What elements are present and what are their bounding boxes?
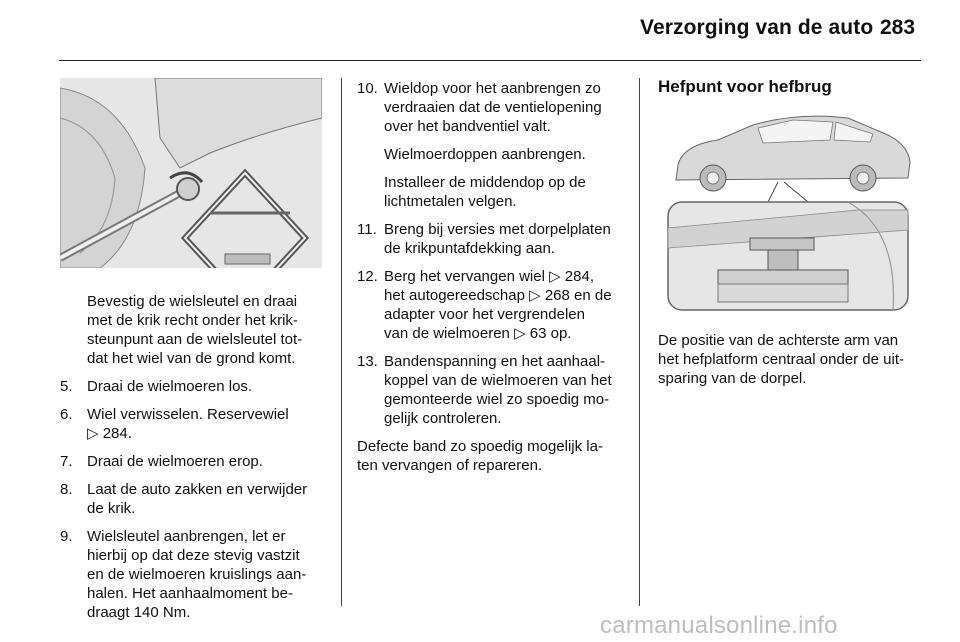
intro-line: steunpunt aan de wielsleutel tot- xyxy=(87,331,303,348)
step-10 xyxy=(357,79,629,136)
lift-drawing xyxy=(658,110,920,315)
step-number: 9. xyxy=(60,528,73,545)
step-line: adapter voor het vergrendelen xyxy=(384,306,585,323)
defect-tire-note xyxy=(357,437,629,475)
intro-line: met de krik recht onder het krik- xyxy=(87,312,298,329)
step-line: halen. Het aanhaalmoment be- xyxy=(87,585,293,602)
step-line: Wiel verwisselen. Reservewiel xyxy=(87,406,289,423)
step-line: Draai de wielmoeren erop. xyxy=(87,453,263,470)
section-title: Hefpunt voor hefbrug xyxy=(658,77,832,96)
running-header-title: Verzorging van de auto xyxy=(640,16,874,39)
step-line: Bandenspanning en het aanhaal- xyxy=(384,353,606,370)
step-number: 11. xyxy=(357,221,377,238)
column-divider-left xyxy=(341,78,342,606)
step-line: de krikpuntafdekking aan. xyxy=(384,240,555,257)
intro-line: Bevestig de wielsleutel en draai xyxy=(87,293,298,310)
step-line: Laat de auto zakken en verwijder xyxy=(87,481,308,498)
step-line: Draai de wielmoeren los. xyxy=(87,378,253,395)
step-line: Berg het vervangen wiel ▷ 284, xyxy=(384,268,594,285)
step-line: Wieldop voor het aanbrengen zo xyxy=(384,80,601,97)
jack-illustration xyxy=(60,78,322,268)
step-number: 5. xyxy=(60,378,73,395)
step-line: Breng bij versies met dorpelplaten xyxy=(384,221,611,238)
step-line: Wielsleutel aanbrengen, let er xyxy=(87,528,286,545)
lift-point-illustration xyxy=(658,110,920,315)
step-number: 10. xyxy=(357,80,378,97)
step-line: de krik. xyxy=(87,500,136,517)
step-5 xyxy=(60,377,328,396)
step-line: koppel van de wielmoeren van het xyxy=(384,372,612,389)
step-10-sub-1 xyxy=(357,145,629,164)
body-line: het hefplatform centraal onder de uit- xyxy=(658,351,904,368)
note-line: Defecte band zo spoedig mogelijk la- xyxy=(357,438,603,455)
step-line: Wielmoerdoppen aanbrengen. xyxy=(384,146,586,163)
body-line: sparing van de dorpel. xyxy=(658,370,807,387)
step-line: draagt 140 Nm. xyxy=(87,604,191,621)
step-number: 12. xyxy=(357,268,378,285)
step-line: ▷ 284. xyxy=(87,425,132,442)
jack-drawing xyxy=(60,78,322,268)
column-2-text xyxy=(357,79,629,475)
step-line: Installeer de middendop op de xyxy=(384,174,586,191)
step-number: 7. xyxy=(60,453,73,470)
step-line: verdraaien dat de ventielopening xyxy=(384,99,602,116)
step-8 xyxy=(60,480,328,518)
intro-paragraph xyxy=(60,292,328,368)
step-6 xyxy=(60,405,328,443)
step-line: en de wielmoeren kruislings aan- xyxy=(87,566,307,583)
step-13 xyxy=(357,352,629,428)
site-watermark: carmanualsonline.info xyxy=(600,612,838,639)
note-line: ten vervangen of repareren. xyxy=(357,457,543,474)
column-1-text xyxy=(60,292,328,631)
step-line: gemonteerde wiel zo spoedig mo- xyxy=(384,391,610,408)
header-rule xyxy=(59,60,921,61)
lift-point-text xyxy=(658,331,923,388)
step-12 xyxy=(357,267,629,343)
step-line: over het bandventiel valt. xyxy=(384,118,551,135)
step-line: hierbij op dat deze stevig vastzit xyxy=(87,547,300,564)
step-number: 6. xyxy=(60,406,73,423)
column-divider-right xyxy=(639,78,640,606)
step-7 xyxy=(60,452,328,471)
step-line: van de wielmoeren ▷ 63 op. xyxy=(384,325,572,342)
intro-line: dat het wiel van de grond komt. xyxy=(87,350,296,367)
step-line: het autogereedschap ▷ 268 en de xyxy=(384,287,612,304)
page-number: 283 xyxy=(880,16,916,39)
step-line: lichtmetalen velgen. xyxy=(384,193,517,210)
body-line: De positie van de achterste arm van xyxy=(658,332,899,349)
step-number: 13. xyxy=(357,353,378,370)
step-number: 8. xyxy=(60,481,73,498)
step-line: gelijk controleren. xyxy=(384,410,502,427)
step-11 xyxy=(357,220,629,258)
step-10-sub-2 xyxy=(357,173,629,211)
step-9 xyxy=(60,527,328,622)
